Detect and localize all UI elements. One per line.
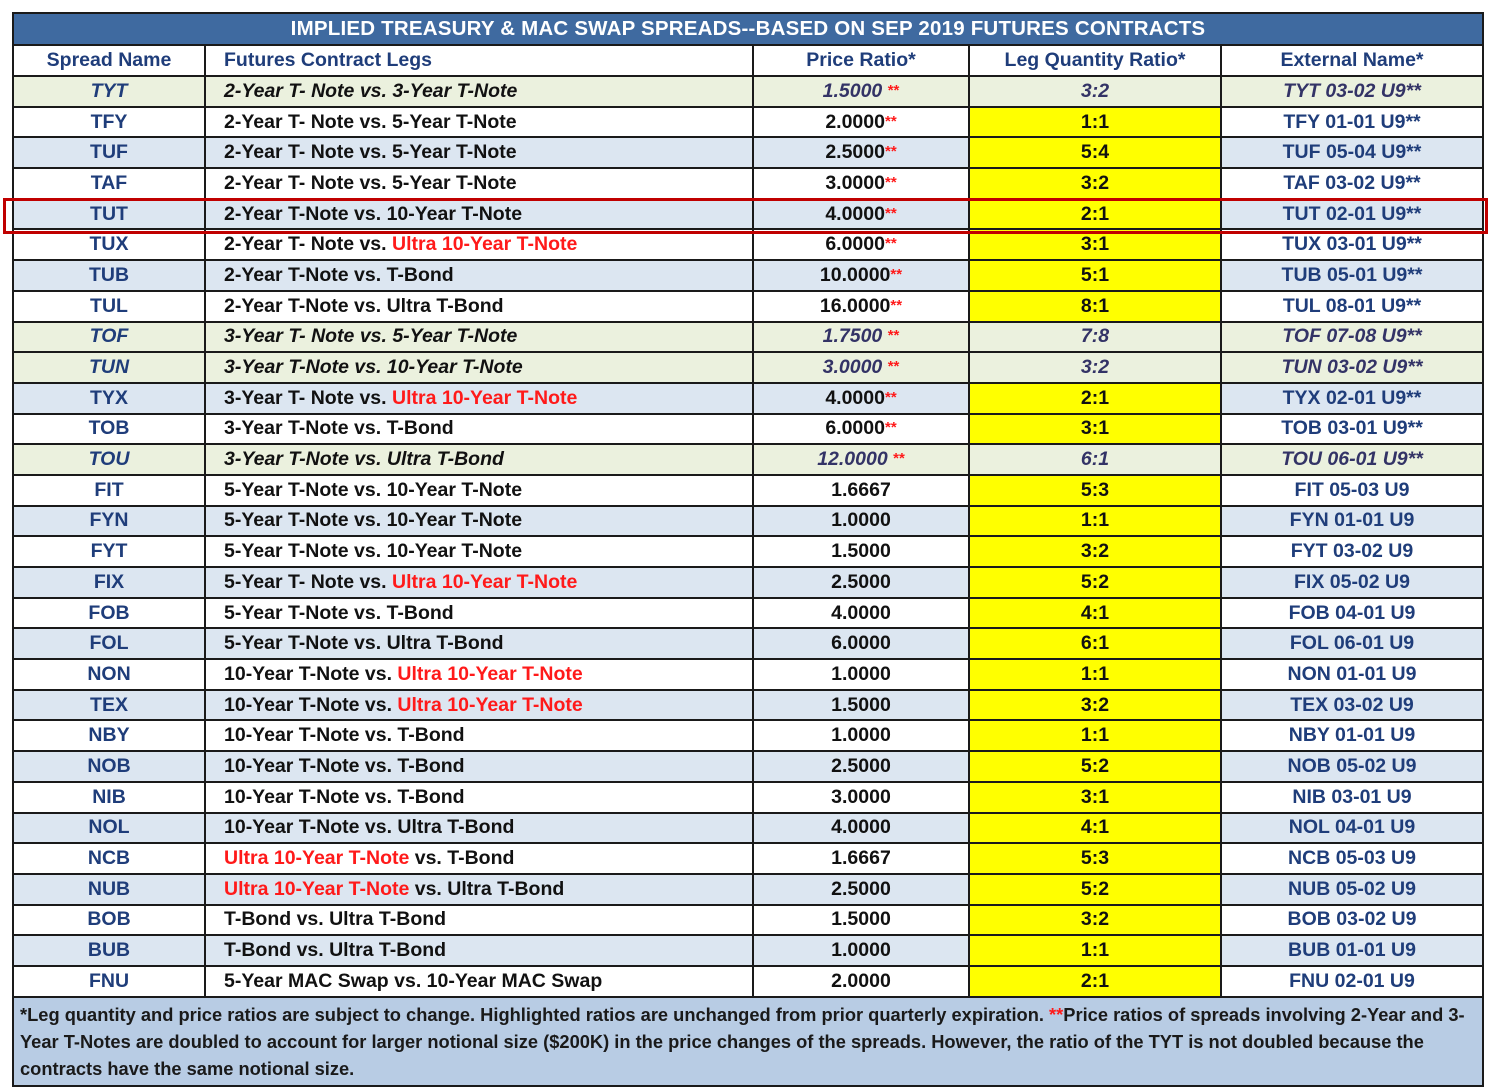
leg-quantity-cell: 5:4 (969, 137, 1221, 168)
table-row (13, 107, 1483, 138)
external-name-cell: NUB 05-02 U9 (1221, 874, 1483, 905)
spread-name-cell: TUX (13, 229, 205, 260)
table-row (13, 751, 1483, 782)
legs-segment: vs. T-Bond (409, 847, 515, 870)
leg-quantity-cell: 4:1 (969, 598, 1221, 629)
leg-quantity-cell: 3:1 (969, 782, 1221, 813)
table-row (13, 659, 1483, 690)
legs-segment: 5-Year T- Note vs. (224, 570, 392, 593)
price-ratio-cell (753, 107, 969, 138)
price-ratio-cell (753, 598, 969, 629)
price-ratio-value: 2.5000 (825, 141, 885, 164)
table-row (13, 905, 1483, 936)
external-name-cell: FYN 01-01 U9 (1221, 506, 1483, 537)
spread-name-cell: FYT (13, 536, 205, 567)
price-ratio-cell (753, 843, 969, 874)
table-row (13, 720, 1483, 751)
contract-legs-cell (205, 475, 753, 506)
external-name-cell: NBY 01-01 U9 (1221, 720, 1483, 751)
price-ratio-cell (753, 874, 969, 905)
contract-legs-cell (205, 905, 753, 936)
spread-name-cell: TUN (13, 352, 205, 383)
spread-name-cell: NON (13, 659, 205, 690)
price-ratio-value: 3.0000 (822, 356, 888, 379)
spread-name-cell: NUB (13, 874, 205, 905)
price-ratio-cell (753, 260, 969, 291)
price-ratio-value: 4.0000 (831, 601, 891, 624)
price-ratio-star: ** (884, 235, 897, 253)
price-ratio-value: 3.0000 (825, 171, 885, 194)
leg-quantity-cell: 7:8 (969, 322, 1221, 353)
contract-legs-cell (205, 751, 753, 782)
table-body (13, 76, 1483, 997)
contract-legs-cell (205, 107, 753, 138)
footnote-part1: *Leg quantity and price ratios are subject to change. Highlighted ratios are unchanged from prior quarterly expiration. (20, 1003, 1050, 1025)
leg-quantity-cell: 1:1 (969, 720, 1221, 751)
table-row (13, 782, 1483, 813)
external-name-cell: NOL 04-01 U9 (1221, 813, 1483, 844)
legs-segment-ultra: Ultra 10-Year T-Note (224, 847, 410, 870)
external-name-cell: TUL 08-01 U9** (1221, 291, 1483, 322)
spread-name-cell: BUB (13, 935, 205, 966)
contract-legs-cell (205, 199, 753, 230)
external-name-cell: FOB 04-01 U9 (1221, 598, 1483, 629)
table-row (13, 935, 1483, 966)
table-row (13, 137, 1483, 168)
price-ratio-cell (753, 659, 969, 690)
external-name-cell: TUT 02-01 U9** (1221, 199, 1483, 230)
spread-name-cell: TUT (13, 199, 205, 230)
external-name-cell: TUN 03-02 U9** (1221, 352, 1483, 383)
leg-quantity-cell: 2:1 (969, 383, 1221, 414)
price-ratio-cell (753, 229, 969, 260)
legs-segment-ultra: Ultra 10-Year T-Note (392, 570, 578, 593)
spread-name-cell: TEX (13, 690, 205, 721)
header-spread-name: Spread Name (13, 45, 205, 76)
price-ratio-cell (753, 506, 969, 537)
price-ratio-cell (753, 782, 969, 813)
spread-name-cell: TUB (13, 260, 205, 291)
leg-quantity-cell: 1:1 (969, 107, 1221, 138)
leg-quantity-cell: 8:1 (969, 291, 1221, 322)
table-row (13, 168, 1483, 199)
spread-name-cell: FNU (13, 966, 205, 997)
external-name-cell: NOB 05-02 U9 (1221, 751, 1483, 782)
leg-quantity-cell: 3:2 (969, 905, 1221, 936)
table-row (13, 506, 1483, 537)
table-row (13, 567, 1483, 598)
contract-legs-cell (205, 291, 753, 322)
price-ratio-cell (753, 383, 969, 414)
table-row (13, 229, 1483, 260)
legs-segment: 3-Year T- Note vs. (224, 386, 392, 409)
contract-legs-cell (205, 659, 753, 690)
contract-legs-cell (205, 76, 753, 107)
leg-quantity-cell: 2:1 (969, 199, 1221, 230)
table-row (13, 690, 1483, 721)
legs-segment: 2-Year T- Note vs. 3-Year T-Note (224, 79, 518, 102)
external-name-cell: TOB 03-01 U9** (1221, 414, 1483, 445)
price-ratio-star: ** (884, 388, 897, 406)
price-ratio-value: 4.0000 (831, 816, 891, 839)
legs-segment: 5-Year MAC Swap vs. 10-Year MAC Swap (224, 969, 603, 992)
header-legs: Futures Contract Legs (205, 45, 753, 76)
leg-quantity-cell: 3:2 (969, 352, 1221, 383)
external-name-cell: TEX 03-02 U9 (1221, 690, 1483, 721)
price-ratio-value: 2.0000 (831, 969, 891, 992)
header-external-name: External Name* (1221, 45, 1483, 76)
spread-name-cell: NOL (13, 813, 205, 844)
external-name-cell: TOU 06-01 U9** (1221, 444, 1483, 475)
external-name-cell: TUX 03-01 U9** (1221, 229, 1483, 260)
header-leg-quantity: Leg Quantity Ratio* (969, 45, 1221, 76)
contract-legs-cell (205, 383, 753, 414)
leg-quantity-cell: 3:2 (969, 536, 1221, 567)
footnote-part2: Price ratios of spreads involving 2-Year and 3-Year T-Notes are doubled to account for larger notional size ($200K) in the price changes of the spreads. However, the ratio of the TYT is not doubled because the contracts have the same notional size. (20, 1003, 1465, 1079)
legs-segment: 5-Year T-Note vs. 10-Year T-Note (224, 478, 523, 501)
leg-quantity-cell: 1:1 (969, 506, 1221, 537)
legs-segment: 2-Year T-Note vs. T-Bond (224, 263, 454, 286)
price-ratio-value: 12.0000 (817, 448, 894, 471)
legs-segment: 5-Year T-Note vs. T-Bond (224, 601, 454, 624)
leg-quantity-cell: 3:2 (969, 690, 1221, 721)
footnote (13, 997, 1483, 1086)
price-ratio-star: ** (884, 173, 897, 191)
price-ratio-cell (753, 935, 969, 966)
table-row (13, 352, 1483, 383)
leg-quantity-cell: 5:2 (969, 751, 1221, 782)
leg-quantity-cell: 2:1 (969, 966, 1221, 997)
leg-quantity-cell: 5:2 (969, 874, 1221, 905)
spread-name-cell: FIT (13, 475, 205, 506)
table-row (13, 628, 1483, 659)
spread-name-cell: TYX (13, 383, 205, 414)
external-name-cell: TUF 05-04 U9** (1221, 137, 1483, 168)
table-row (13, 444, 1483, 475)
price-ratio-value: 3.0000 (831, 785, 891, 808)
price-ratio-value: 6.0000 (825, 417, 885, 440)
spread-name-cell: TAF (13, 168, 205, 199)
contract-legs-cell (205, 598, 753, 629)
price-ratio-cell (753, 76, 969, 107)
price-ratio-value: 1.5000 (831, 693, 891, 716)
spread-name-cell: TOF (13, 322, 205, 353)
price-ratio-value: 1.6667 (831, 847, 891, 870)
price-ratio-value: 1.0000 (831, 509, 891, 532)
external-name-cell: BOB 03-02 U9 (1221, 905, 1483, 936)
spread-name-cell: TUF (13, 137, 205, 168)
footnote-star: ** (1049, 1003, 1064, 1025)
spread-name-cell: NCB (13, 843, 205, 874)
table-row (13, 813, 1483, 844)
price-ratio-star: ** (884, 112, 897, 130)
leg-quantity-cell: 1:1 (969, 659, 1221, 690)
price-ratio-cell (753, 168, 969, 199)
spreads-table (12, 12, 1484, 1087)
legs-segment-ultra: Ultra 10-Year T-Note (397, 693, 583, 716)
price-ratio-cell (753, 475, 969, 506)
contract-legs-cell (205, 229, 753, 260)
spread-name-cell: TFY (13, 107, 205, 138)
price-ratio-cell (753, 966, 969, 997)
leg-quantity-cell: 4:1 (969, 813, 1221, 844)
table-row (13, 199, 1483, 230)
external-name-cell: TYT 03-02 U9** (1221, 76, 1483, 107)
contract-legs-cell (205, 720, 753, 751)
external-name-cell: FYT 03-02 U9 (1221, 536, 1483, 567)
price-ratio-cell (753, 352, 969, 383)
price-ratio-value: 1.5000 (822, 79, 888, 102)
legs-segment-ultra: Ultra 10-Year T-Note (392, 233, 578, 256)
contract-legs-cell (205, 628, 753, 659)
contract-legs-cell (205, 536, 753, 567)
external-name-cell: FIT 05-03 U9 (1221, 475, 1483, 506)
price-ratio-value: 10.0000 (819, 263, 891, 286)
legs-segment-ultra: Ultra 10-Year T-Note (397, 662, 583, 685)
legs-segment: vs. Ultra T-Bond (409, 877, 565, 900)
table-title: IMPLIED TREASURY & MAC SWAP SPREADS--BASED ON SEP 2019 FUTURES CONTRACTS (13, 13, 1483, 45)
table-row (13, 843, 1483, 874)
contract-legs-cell (205, 874, 753, 905)
spread-name-cell: BOB (13, 905, 205, 936)
leg-quantity-cell: 3:1 (969, 229, 1221, 260)
table-row (13, 414, 1483, 445)
leg-quantity-cell: 5:2 (969, 567, 1221, 598)
legs-segment: 5-Year T-Note vs. Ultra T-Bond (224, 632, 504, 655)
external-name-cell: NIB 03-01 U9 (1221, 782, 1483, 813)
contract-legs-cell (205, 137, 753, 168)
table-row (13, 966, 1483, 997)
leg-quantity-cell: 3:1 (969, 414, 1221, 445)
legs-segment: 2-Year T- Note vs. 5-Year T-Note (224, 141, 517, 164)
price-ratio-value: 1.0000 (831, 939, 891, 962)
price-ratio-star: ** (887, 358, 900, 376)
legs-segment: 3-Year T-Note vs. Ultra T-Bond (224, 448, 504, 471)
external-name-cell: NCB 05-03 U9 (1221, 843, 1483, 874)
price-ratio-value: 4.0000 (825, 386, 885, 409)
spread-name-cell: FOL (13, 628, 205, 659)
legs-segment: 3-Year T- Note vs. 5-Year T-Note (224, 325, 518, 348)
table-row (13, 76, 1483, 107)
contract-legs-cell (205, 414, 753, 445)
price-ratio-cell (753, 322, 969, 353)
price-ratio-cell (753, 414, 969, 445)
price-ratio-cell (753, 905, 969, 936)
price-ratio-value: 2.5000 (831, 877, 891, 900)
spread-name-cell: FIX (13, 567, 205, 598)
price-ratio-star: ** (890, 265, 903, 283)
legs-segment: 3-Year T-Note vs. T-Bond (224, 417, 454, 440)
external-name-cell: NON 01-01 U9 (1221, 659, 1483, 690)
price-ratio-star: ** (887, 81, 900, 99)
price-ratio-cell (753, 813, 969, 844)
price-ratio-cell (753, 137, 969, 168)
legs-segment: 10-Year T-Note vs. (224, 662, 398, 685)
legs-segment: 2-Year T-Note vs. Ultra T-Bond (224, 294, 504, 317)
legs-segment: 2-Year T- Note vs. 5-Year T-Note (224, 171, 517, 194)
contract-legs-cell (205, 506, 753, 537)
price-ratio-star: ** (893, 450, 905, 468)
external-name-cell: FNU 02-01 U9 (1221, 966, 1483, 997)
contract-legs-cell (205, 567, 753, 598)
leg-quantity-cell: 1:1 (969, 935, 1221, 966)
price-ratio-value: 6.0000 (825, 233, 885, 256)
leg-quantity-cell: 5:1 (969, 260, 1221, 291)
price-ratio-cell (753, 628, 969, 659)
header-row (13, 45, 1483, 76)
external-name-cell: FOL 06-01 U9 (1221, 628, 1483, 659)
table-row (13, 322, 1483, 353)
contract-legs-cell (205, 813, 753, 844)
contract-legs-cell (205, 690, 753, 721)
spread-name-cell: FYN (13, 506, 205, 537)
legs-segment: 3-Year T-Note vs. 10-Year T-Note (224, 356, 523, 379)
legs-segment: 10-Year T-Note vs. T-Bond (224, 724, 465, 747)
table-row (13, 260, 1483, 291)
table-row (13, 383, 1483, 414)
table-row (13, 598, 1483, 629)
price-ratio-cell (753, 536, 969, 567)
legs-segment: 2-Year T- Note vs. 5-Year T-Note (224, 110, 517, 133)
price-ratio-value: 6.0000 (831, 632, 891, 655)
legs-segment: 10-Year T-Note vs. T-Bond (224, 785, 465, 808)
spread-name-cell: FOB (13, 598, 205, 629)
table-row (13, 874, 1483, 905)
external-name-cell: TYX 02-01 U9** (1221, 383, 1483, 414)
spread-name-cell: TOU (13, 444, 205, 475)
price-ratio-star: ** (884, 204, 897, 222)
spreads-table-container (12, 12, 1482, 1087)
legs-segment: 2-Year T-Note vs. 10-Year T-Note (224, 202, 523, 225)
price-ratio-value: 1.5000 (831, 540, 891, 563)
price-ratio-cell (753, 567, 969, 598)
spread-name-cell: TOB (13, 414, 205, 445)
price-ratio-value: 1.0000 (831, 724, 891, 747)
price-ratio-cell (753, 751, 969, 782)
price-ratio-value: 2.0000 (825, 110, 885, 133)
price-ratio-star: ** (887, 327, 900, 345)
external-name-cell: FIX 05-02 U9 (1221, 567, 1483, 598)
table-row (13, 475, 1483, 506)
legs-segment: 10-Year T-Note vs. (224, 693, 398, 716)
legs-segment-ultra: Ultra 10-Year T-Note (224, 877, 410, 900)
legs-segment: T-Bond vs. Ultra T-Bond (224, 908, 447, 931)
contract-legs-cell (205, 352, 753, 383)
contract-legs-cell (205, 444, 753, 475)
price-ratio-value: 2.5000 (831, 754, 891, 777)
contract-legs-cell (205, 935, 753, 966)
contract-legs-cell (205, 168, 753, 199)
leg-quantity-cell: 6:1 (969, 444, 1221, 475)
price-ratio-cell (753, 720, 969, 751)
legs-segment: 10-Year T-Note vs. Ultra T-Bond (224, 816, 515, 839)
price-ratio-star: ** (890, 296, 903, 314)
legs-segment: 2-Year T- Note vs. (224, 233, 392, 256)
external-name-cell: TUB 05-01 U9** (1221, 260, 1483, 291)
legs-segment-ultra: Ultra 10-Year T-Note (392, 386, 578, 409)
price-ratio-value: 1.0000 (831, 662, 891, 685)
external-name-cell: TAF 03-02 U9** (1221, 168, 1483, 199)
leg-quantity-cell: 5:3 (969, 843, 1221, 874)
contract-legs-cell (205, 782, 753, 813)
legs-segment: 5-Year T-Note vs. 10-Year T-Note (224, 540, 523, 563)
legs-segment: 5-Year T-Note vs. 10-Year T-Note (224, 509, 523, 532)
price-ratio-value: 1.5000 (831, 908, 891, 931)
header-price-ratio: Price Ratio* (753, 45, 969, 76)
external-name-cell: TOF 07-08 U9** (1221, 322, 1483, 353)
price-ratio-value: 4.0000 (825, 202, 885, 225)
legs-segment: T-Bond vs. Ultra T-Bond (224, 939, 447, 962)
price-ratio-value: 1.7500 (822, 325, 888, 348)
spread-name-cell: NBY (13, 720, 205, 751)
contract-legs-cell (205, 322, 753, 353)
table-row (13, 536, 1483, 567)
spread-name-cell: TYT (13, 76, 205, 107)
spread-name-cell: TUL (13, 291, 205, 322)
legs-segment: 10-Year T-Note vs. T-Bond (224, 754, 465, 777)
table-row (13, 291, 1483, 322)
contract-legs-cell (205, 966, 753, 997)
external-name-cell: BUB 01-01 U9 (1221, 935, 1483, 966)
price-ratio-value: 1.6667 (831, 478, 891, 501)
price-ratio-cell (753, 291, 969, 322)
external-name-cell: TFY 01-01 U9** (1221, 107, 1483, 138)
spread-name-cell: NOB (13, 751, 205, 782)
leg-quantity-cell: 3:2 (969, 168, 1221, 199)
spread-name-cell: NIB (13, 782, 205, 813)
contract-legs-cell (205, 843, 753, 874)
price-ratio-value: 16.0000 (819, 294, 891, 317)
leg-quantity-cell: 3:2 (969, 76, 1221, 107)
price-ratio-cell (753, 199, 969, 230)
leg-quantity-cell: 6:1 (969, 628, 1221, 659)
price-ratio-star: ** (884, 419, 897, 437)
price-ratio-value: 2.5000 (831, 570, 891, 593)
price-ratio-cell (753, 444, 969, 475)
leg-quantity-cell: 5:3 (969, 475, 1221, 506)
price-ratio-star: ** (884, 143, 897, 161)
contract-legs-cell (205, 260, 753, 291)
price-ratio-cell (753, 690, 969, 721)
